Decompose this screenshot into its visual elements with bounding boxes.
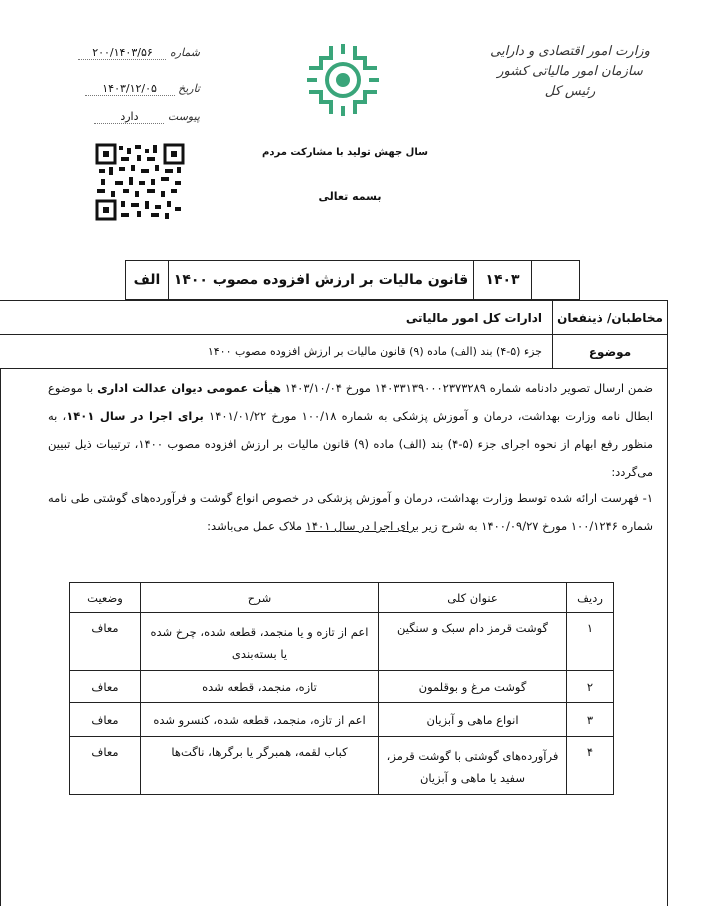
p2-text-c: ملاک عمل می‌باشد:: [207, 519, 306, 533]
p1-text-a: ضمن ارسال تصویر دادنامه شماره ۱۴۰۳۳۱۳۹۰۰۰۲۳۷۳۲۸۹ مورخ ۱۴۰۳/۱۰/۰۴: [280, 381, 654, 395]
items-table: [69, 582, 614, 795]
body-frame-left: [0, 368, 1, 906]
body-frame-right: [667, 368, 668, 906]
p1-exec-year: برای اجرا در سال ۱۴۰۱: [66, 409, 204, 423]
table-row: [70, 737, 614, 795]
row-title: فرآورده‌های گوشتی با گوشت قرمز، سفید یا ماهی و آبزیان: [379, 737, 567, 795]
subject-label: موضوع: [553, 335, 668, 369]
row-no: ۳: [567, 703, 614, 737]
title-empty-cell: [532, 261, 580, 300]
row-description: اعم از تازه، منجمد، قطعه شده، کنسرو شده: [141, 703, 379, 737]
row-title: انواع ماهی و آبزیان: [379, 703, 567, 737]
organization-logo: [303, 40, 383, 120]
info-table: [0, 300, 668, 369]
row-title: گوشت قرمز دام سبک و سنگین: [379, 613, 567, 671]
p1-text-e: ، به منظور رفع ابهام از نحوه اجرای جزء (۵-۴) بند (الف) ماده (۹) قانون مالیات بر ارزش افزوده مصوب ۱۴۰۰، ترتیبات ذیل تبیین می‌گردد:: [48, 409, 654, 479]
row-description: تازه، منجمد، قطعه شده: [141, 671, 379, 703]
header-title: عنوان کلی: [379, 583, 567, 613]
number-label: شماره: [169, 46, 200, 59]
header-description: شرح: [141, 583, 379, 613]
p1-court: هیأت عمومی دیوان عدالت اداری: [97, 381, 281, 395]
p2-exec-year: برای اجرا در سال ۱۴۰۱: [305, 519, 419, 533]
table-row: [70, 613, 614, 671]
addressee-value: ادارات کل امور مالیاتی: [0, 301, 553, 335]
row-status: معاف: [70, 703, 141, 737]
title-row: [125, 260, 580, 300]
date-label: تاریخ: [178, 82, 200, 95]
p2-text-a: ۱- فهرست ارائه شده توسط وزارت بهداشت، درمان و آموزش پزشکی در خصوص انواع گوشت و فرآورده‌های گوشتی طی نامه شماره ۱۰۰/۱۲۴۶ مورخ ۱۴۰۰/۰۹/۲۷ به شرح زیر: [48, 491, 653, 533]
org-head: رئیس کل: [544, 84, 596, 99]
number-value: ۲۰۰/۱۴۰۳/۵۶: [78, 46, 166, 60]
row-status: معاف: [70, 671, 141, 703]
org-ministry: وزارت امور اقتصادی و دارایی: [490, 44, 650, 59]
row-description: اعم از تازه و یا منجمد، قطعه شده، چرخ شده یا بسته‌بندی: [141, 613, 379, 671]
subject-value: جزء (۵-۴) بند (الف) ماده (۹) قانون مالیات بر ارزش افزوده مصوب ۱۴۰۰: [0, 335, 553, 369]
qr-code: [95, 143, 185, 221]
year-slogan: سال جهش تولید با مشارکت مردم: [262, 147, 428, 158]
attachment-label: پیوست: [167, 110, 200, 123]
org-agency: سازمان امور مالیاتی کشور: [497, 64, 643, 79]
letter-number-row: [60, 46, 200, 60]
header-row-no: ردیف: [567, 583, 614, 613]
body-paragraph-2: [48, 484, 653, 540]
title-law: قانون مالیات بر ارزش افزوده مصوب ۱۴۰۰: [169, 261, 474, 300]
row-description: کباب لقمه، همبرگر یا برگرها، ناگت‌ها: [141, 737, 379, 795]
attachment-row: [60, 110, 200, 124]
p1-text-c: با موضوع ابطال نامه وزارت بهداشت، درمان و آموزش پزشکی به شماره ۱۰۰/۱۸ مورخ ۱۴۰۱/۰۱/۲۲: [48, 381, 654, 423]
row-no: ۱: [567, 613, 614, 671]
items-table-wrap: [69, 582, 614, 795]
attachment-value: دارد: [94, 110, 164, 124]
row-no: ۴: [567, 737, 614, 795]
body-paragraph-1: [48, 374, 653, 486]
header-status: وضعیت: [70, 583, 141, 613]
title-part: الف: [126, 261, 169, 300]
row-title: گوشت مرغ و بوقلمون: [379, 671, 567, 703]
title-year: ۱۴۰۳: [474, 261, 532, 300]
row-status: معاف: [70, 737, 141, 795]
table-row: [70, 703, 614, 737]
basmala: بسمه تعالی: [318, 190, 382, 203]
date-value: ۱۴۰۳/۱۲/۰۵: [85, 82, 175, 96]
row-status: معاف: [70, 613, 141, 671]
org-header: [470, 42, 670, 102]
row-no: ۲: [567, 671, 614, 703]
table-row: [70, 671, 614, 703]
addressee-label: مخاطبان/ ذینفعان: [553, 301, 668, 335]
letter-date-row: [60, 82, 200, 96]
